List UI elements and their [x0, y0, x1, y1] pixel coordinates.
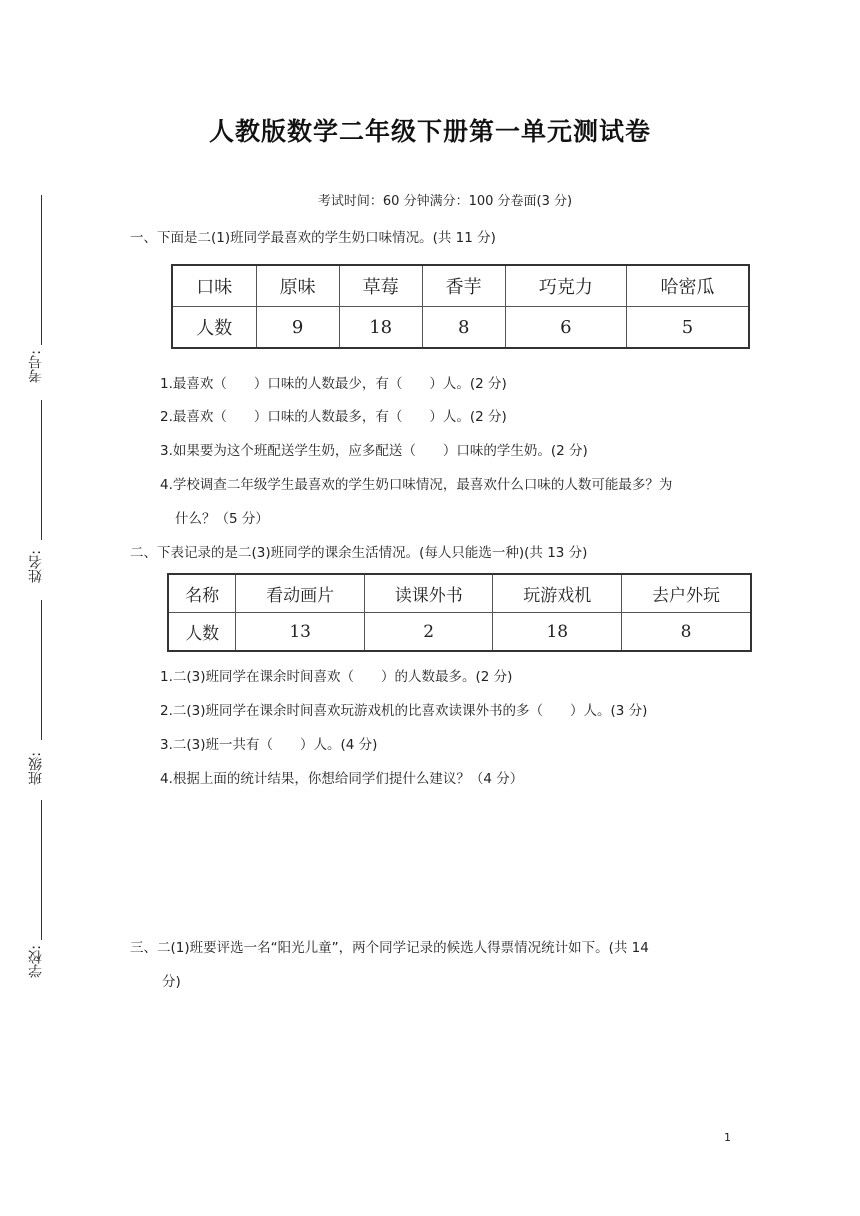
binding-line-4 [41, 800, 42, 940]
table-cell: 原味 [256, 265, 339, 307]
table-cell: 去户外玩 [622, 574, 751, 613]
after-school-table [167, 573, 752, 652]
name-label: 姓名: [28, 550, 44, 583]
table-header-row [168, 574, 751, 613]
s2-question-3: 3.二(3)班一共有（ ）人。(4 分) [160, 737, 378, 753]
section3-heading-cont: 分) [162, 974, 181, 990]
exam-info: 考试时间：60 分钟满分：100 分卷面(3 分) [317, 194, 573, 209]
table-cell: 18 [339, 307, 422, 349]
exam-number-label: 考号: [28, 350, 44, 383]
school-label: 学校: [28, 945, 44, 978]
binding-line-3 [41, 600, 42, 740]
table-cell: 13 [236, 613, 365, 652]
milk-flavor-table [171, 264, 750, 349]
table-cell: 读课外书 [364, 574, 493, 613]
s2-question-1: 1.二(3)班同学在课余时间喜欢（ ）的人数最多。(2 分) [160, 669, 513, 685]
s1-question-4-cont: 什么？（5 分） [175, 511, 269, 527]
section3-heading: 三、二(1)班要评选一名“阳光儿童”，两个同学记录的候选人得票情况统计如下。(共 14 [130, 940, 649, 956]
s1-question-1: 1.最喜欢（ ）口味的人数最少，有（ ）人。(2 分) [160, 376, 507, 392]
page-number: 1 [724, 1131, 731, 1144]
class-label: 班级: [28, 752, 44, 785]
table-cell: 玩游戏机 [493, 574, 622, 613]
table-cell: 哈密瓜 [627, 265, 749, 307]
binding-line-2 [41, 400, 42, 540]
table-row [172, 307, 749, 349]
table-cell: 口味 [172, 265, 256, 307]
table-cell: 18 [493, 613, 622, 652]
table-header-row [172, 265, 749, 307]
table-cell: 2 [364, 613, 493, 652]
table-cell: 9 [256, 307, 339, 349]
s1-question-3: 3.如果要为这个班配送学生奶，应多配送（ ）口味的学生奶。(2 分) [160, 443, 588, 459]
table-cell: 8 [422, 307, 505, 349]
table-cell: 草莓 [339, 265, 422, 307]
binding-line-1 [41, 195, 42, 345]
table-cell: 看动画片 [236, 574, 365, 613]
section1-heading: 一、下面是二(1)班同学最喜欢的学生奶口味情况。(共 11 分) [130, 230, 496, 246]
s2-question-4: 4.根据上面的统计结果，你想给同学们提什么建议？（4 分） [160, 771, 524, 787]
page-title: 人教版数学二年级下册第一单元测试卷 [208, 117, 651, 146]
s2-question-2: 2.二(3)班同学在课余时间喜欢玩游戏机的比喜欢读课外书的多（ ）人。(3 分) [160, 703, 648, 719]
table-cell: 人数 [172, 307, 256, 349]
table-row [168, 613, 751, 652]
table-cell: 巧克力 [505, 265, 626, 307]
table-cell: 6 [505, 307, 626, 349]
table-cell: 5 [627, 307, 749, 349]
section2-heading: 二、下表记录的是二(3)班同学的课余生活情况。(每人只能选一种)(共 13 分) [130, 545, 588, 561]
s1-question-4: 4.学校调查二年级学生最喜欢的学生奶口味情况，最喜欢什么口味的人数可能最多？为 [160, 477, 673, 493]
table-cell: 8 [622, 613, 751, 652]
s1-question-2: 2.最喜欢（ ）口味的人数最多，有（ ）人。(2 分) [160, 409, 507, 425]
table-cell: 香芋 [422, 265, 505, 307]
table-cell: 人数 [168, 613, 236, 652]
table-cell: 名称 [168, 574, 236, 613]
